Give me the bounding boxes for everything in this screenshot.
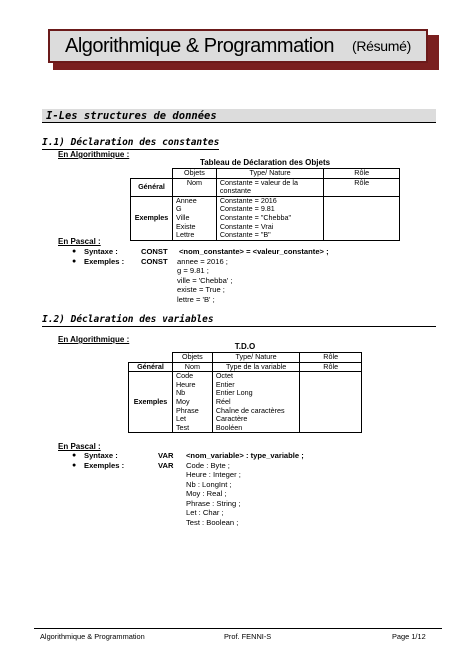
bullet-icon: ● (72, 248, 77, 255)
general-label: Général (129, 362, 173, 372)
pascal-example: Test : Boolean ; (186, 517, 239, 527)
table-cell: Rôle (324, 178, 400, 196)
header-cell: Rôle (324, 169, 400, 179)
syntax-value: <nom_variable> : type_variable ; (186, 451, 304, 460)
examples-role-cell (324, 196, 400, 240)
example-object: Ville (175, 212, 190, 222)
example-type: Réel (215, 396, 231, 406)
example-object: Code (175, 371, 194, 381)
table-caption: T.D.O (234, 342, 256, 351)
example-type: Constante = "B" (219, 230, 271, 240)
subsection-heading-variables: I.2) Déclaration des variables (42, 314, 436, 327)
examples-objects-cell (172, 372, 212, 433)
syntax-label: Syntaxe : (84, 247, 118, 256)
constants-table (130, 168, 400, 241)
example-object: Moy (175, 396, 190, 406)
pascal-example: Code : Byte ; (186, 460, 230, 470)
footer-left: Algorithmique & Programmation (40, 632, 145, 641)
pascal-variables-block (0, 451, 474, 527)
algo-label: En Algorithmique : (58, 335, 130, 344)
example-type: Booléen (215, 422, 243, 432)
example-type: Entier (215, 379, 235, 389)
pascal-example: Moy : Real ; (186, 489, 227, 498)
examples-keyword: CONST (141, 256, 168, 266)
example-type: Constante = 2016 (219, 195, 277, 205)
examples-types-cell (216, 196, 324, 240)
pascal-example: annee = 2016 ; (177, 256, 228, 266)
pascal-example: Let : Char ; (186, 508, 224, 517)
pascal-example: Nb : LongInt ; (186, 479, 232, 489)
syntax-label: Syntaxe : (84, 451, 118, 460)
syntax-keyword: CONST (141, 247, 168, 256)
pascal-examples-list (177, 257, 232, 305)
pascal-example: existe = True ; (177, 285, 225, 294)
example-object: Annee (175, 195, 197, 205)
variables-table (128, 352, 362, 433)
table-cell: Nom (172, 362, 212, 372)
header-cell: Rôle (300, 353, 362, 363)
document-title: Algorithmique & Programmation (64, 34, 334, 57)
document-subtitle: (Résumé) (351, 38, 412, 54)
example-type: Constante = 9.81 (219, 204, 275, 214)
pascal-constants-block (0, 247, 474, 307)
examples-label: Exemples (129, 372, 173, 433)
pascal-example: ville = 'Chebba' ; (177, 275, 233, 285)
table-cell: Nom (172, 178, 216, 196)
header-cell: Objets (172, 353, 212, 363)
table-cell: Rôle (300, 362, 362, 372)
syntax-value: <nom_constante> = <valeur_constante> ; (179, 247, 329, 256)
algo-label: En Algorithmique : (58, 150, 130, 159)
example-object: Test (175, 422, 190, 432)
examples-types-cell (212, 372, 300, 433)
example-type: Entier Long (215, 388, 253, 398)
examples-keyword: VAR (158, 460, 174, 470)
examples-objects-cell (172, 196, 216, 240)
pascal-label: En Pascal : (58, 442, 101, 451)
pascal-example: g = 9.81 ; (177, 266, 209, 275)
footer-page-number: Page 1/12 (392, 632, 426, 641)
general-label: Général (131, 178, 173, 196)
bullet-icon: ● (72, 452, 77, 459)
example-type: Chaîne de caractères (215, 405, 285, 415)
pascal-example: Phrase : String ; (186, 498, 241, 508)
section-heading: I-Les structures de données (42, 109, 436, 123)
header-cell: Type/ Nature (212, 353, 300, 363)
bullet-icon: ● (72, 257, 77, 265)
example-type: Constante = Vrai (219, 221, 274, 231)
examples-label: Exemples : (84, 460, 125, 470)
footer-divider (34, 628, 442, 629)
title-box (48, 29, 428, 63)
table-cell: Constante = valeur de la constante (216, 178, 324, 196)
pascal-example: Heure : Integer ; (186, 470, 241, 479)
pascal-example: lettre = 'B' ; (177, 294, 215, 304)
subsection-heading-constants: I.1) Déclaration des constantes (42, 137, 220, 148)
examples-label: Exemples (131, 196, 173, 240)
example-object: Nb (175, 388, 186, 398)
examples-label: Exemples : (84, 256, 125, 266)
examples-role-cell (300, 372, 362, 433)
example-object: Phrase (175, 405, 199, 415)
pascal-examples-list (186, 461, 241, 528)
example-type: Caractère (215, 414, 248, 424)
example-object: Heure (175, 379, 196, 389)
bullet-icon: ● (72, 461, 77, 469)
example-object: Let (175, 414, 186, 424)
table-cell: Type de la variable (212, 362, 300, 372)
example-object: Existe (175, 221, 196, 231)
example-object: Lettre (175, 230, 195, 240)
header-cell: Type/ Nature (216, 169, 324, 179)
syntax-keyword: VAR (158, 451, 174, 460)
table-caption: Tableau de Déclaration des Objets (199, 158, 331, 167)
example-type: Octet (215, 371, 234, 381)
footer-center: Prof. FENNI-S (224, 632, 272, 641)
header-cell: Objets (172, 169, 216, 179)
example-type: Constante = "Chebba" (219, 212, 292, 222)
example-object: G (175, 204, 182, 214)
pascal-label: En Pascal : (58, 237, 101, 246)
